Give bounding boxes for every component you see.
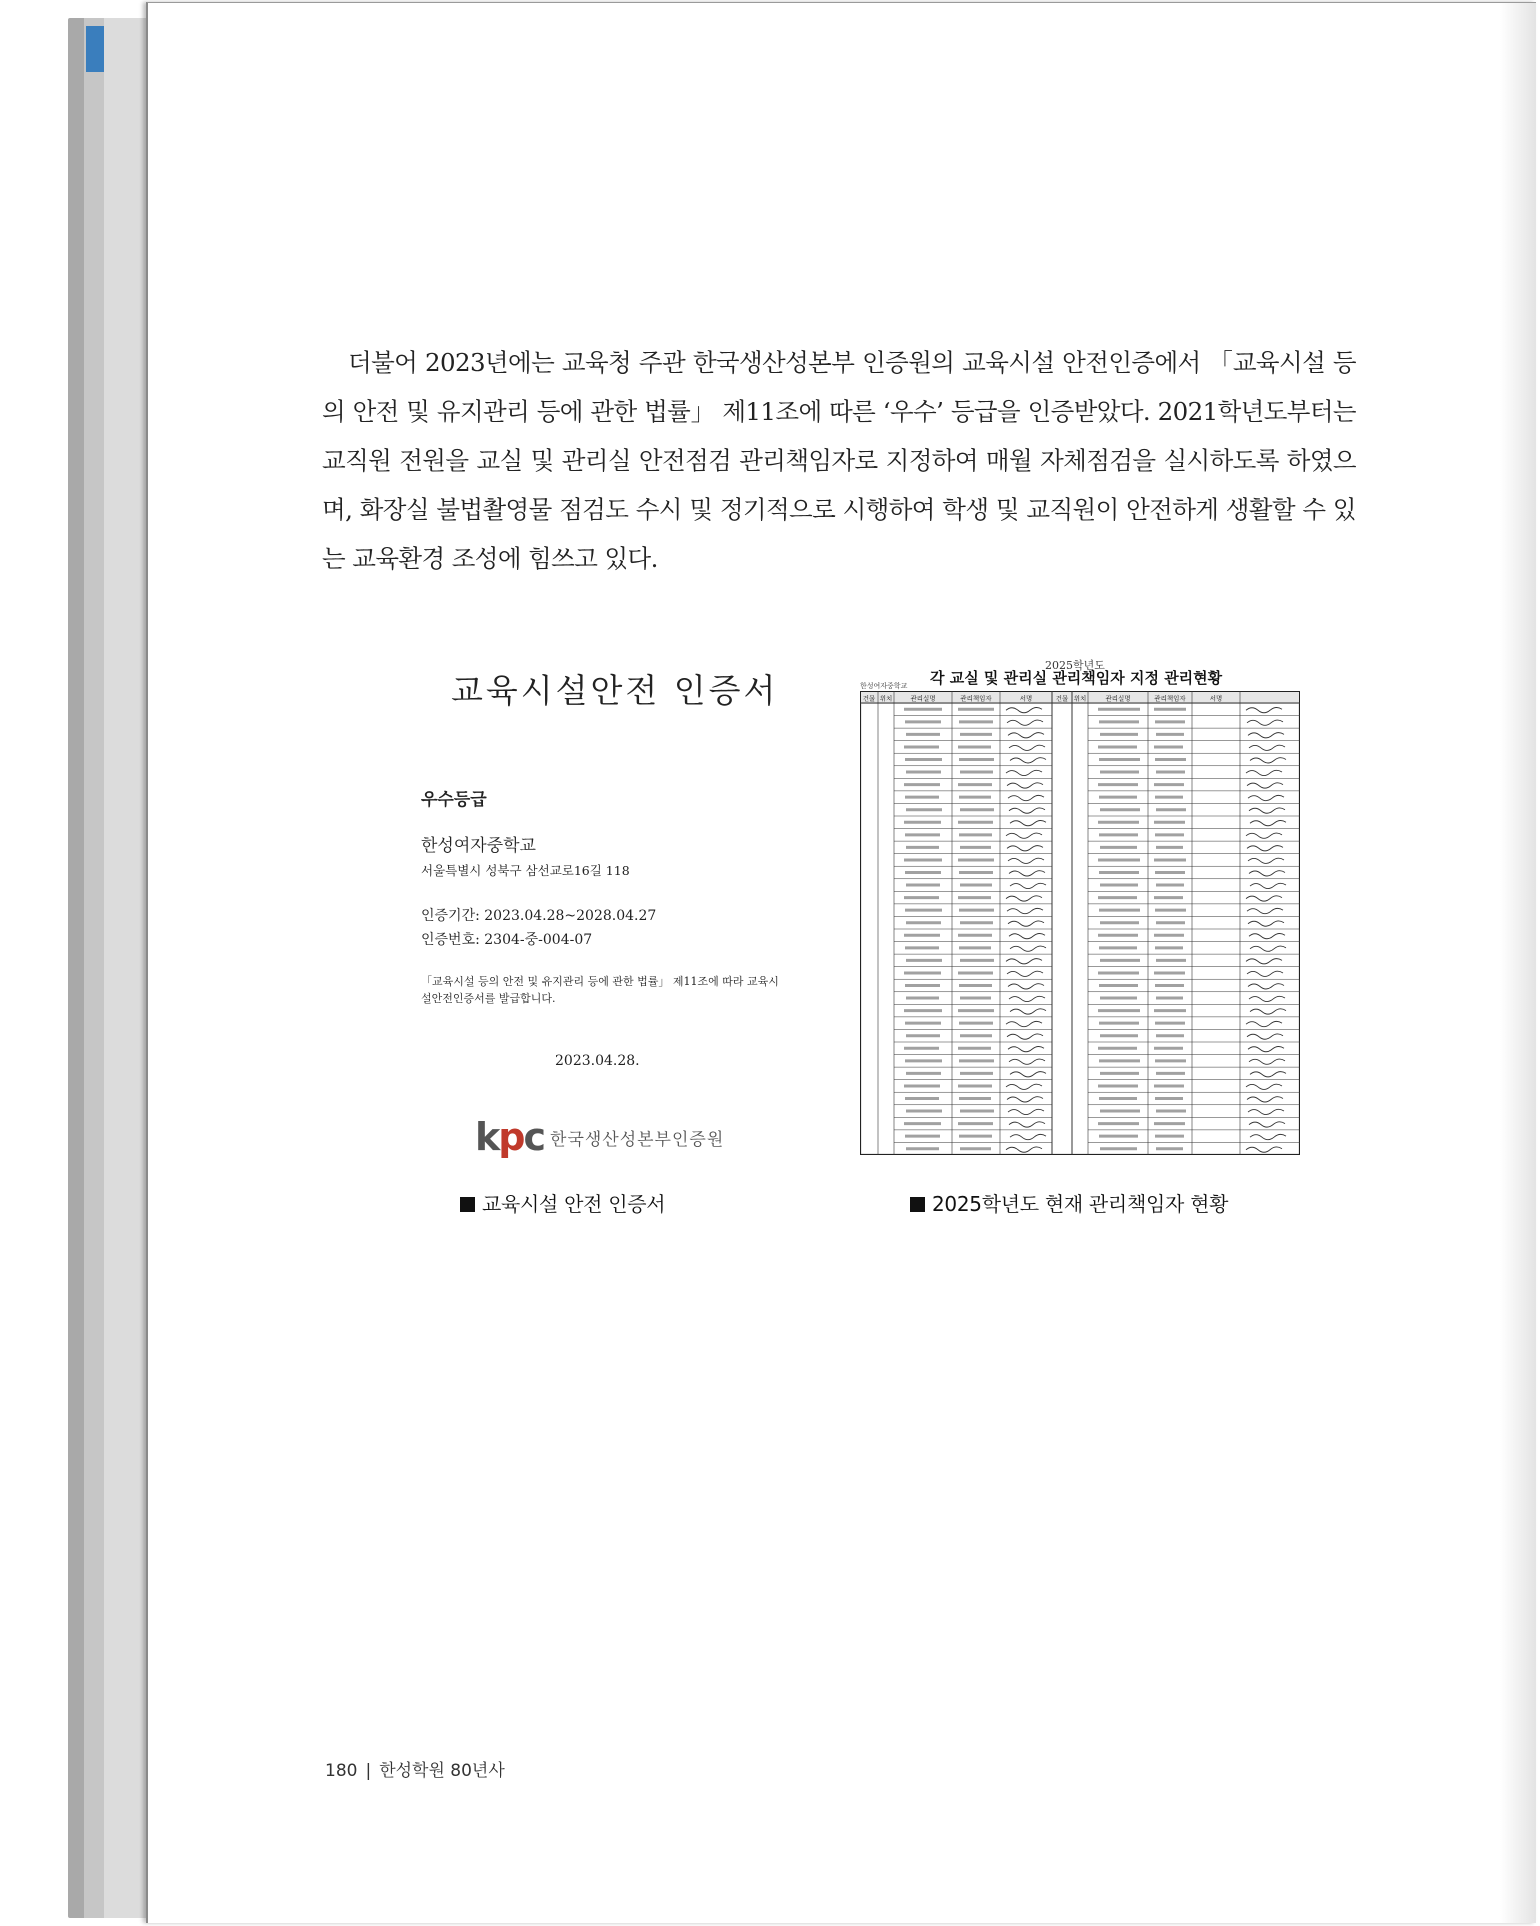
table-header-cell: 관리책임자 (1154, 694, 1186, 703)
certificate-address: 서울특별시 성북구 삼선교로16길 118 (421, 863, 630, 878)
table-header-cell: 서명 (1019, 694, 1033, 703)
caption-left (460, 1188, 665, 1217)
table-header-cell: 관리실명 (1105, 694, 1131, 703)
page-footer (325, 1756, 505, 1781)
issuer-name: 한국생산성본부인증원 (550, 1129, 725, 1150)
kpc-logo (475, 1115, 724, 1159)
page-stack (104, 18, 150, 1918)
certificate-date: 2023.04.28. (555, 1053, 640, 1069)
book-page (146, 2, 1536, 1923)
table-header-cell: 서명 (1209, 694, 1223, 703)
caption-left-text: 교육시설 안전 인증서 (482, 1192, 666, 1216)
roster-school: 한성여자중학교 (860, 682, 908, 690)
table-header-cell: 위치 (1073, 694, 1087, 703)
table-header-cell: 건물 (862, 694, 876, 703)
roster-year: 2025학년도 (1045, 659, 1105, 672)
book-title: 한성학원 80년사 (379, 1761, 505, 1781)
table-header-cell: 위치 (879, 694, 893, 703)
bookmark-tab (86, 26, 104, 72)
roster-image (860, 655, 1300, 1155)
caption-right-text: 2025학년도 현재 관리책임자 현황 (932, 1192, 1229, 1216)
page-number: 180 (325, 1761, 358, 1781)
kpc-logo-mark: kpc (475, 1115, 545, 1159)
certificate-note: 「교육시설 등의 안전 및 유지관리 등에 관한 법률」 제11조에 따라 교육시설안전인증서를 발급합니다. (421, 975, 779, 1005)
footer-separator: | (365, 1761, 372, 1781)
square-bullet-icon (460, 1197, 475, 1212)
roster-title: 각 교실 및 관리실 관리책임자 지정 관리현황 (930, 669, 1223, 687)
certificate-period: 인증기간: 2023.04.28~2028.04.27 (421, 908, 657, 924)
certificate-grade: 우수등급 (421, 790, 487, 810)
certificate-school: 한성여자중학교 (421, 836, 536, 856)
table-header-cell: 관리책임자 (960, 694, 992, 703)
caption-right (910, 1188, 1228, 1217)
square-bullet-icon (910, 1197, 925, 1212)
table-header-cell: 관리실명 (910, 694, 936, 703)
certificate-title: 교육시설안전 인증서 (451, 671, 779, 710)
body-paragraph: 더불어 2023년에는 교육청 주관 한국생산성본부 인증원의 교육시설 안전인증에서 「교육시설 등의 안전 및 유지관리 등에 관한 법률」 제11조에 따른 ‘우수’ 등급을 인증받았다. 2021학년도부터는 교직원 전원을 교실 및 관리실 안전점검 관리책임자로 지정하여 매월 자체점검을 실시하도록 하였으며, 화장실 불법촬영물 점검도 수시 및 정기적으로 시행하여 학생 및 교직원이 안전하게 생활할 수 있는 교육환경 조성에 힘쓰고 있다. (322, 348, 1356, 573)
roster-table (860, 691, 1300, 1155)
table-header-cell: 건물 (1055, 694, 1069, 703)
certificate-number: 인증번호: 2304-중-004-07 (421, 932, 593, 948)
certificate-image (405, 655, 795, 1175)
page-shade (1500, 3, 1536, 1923)
